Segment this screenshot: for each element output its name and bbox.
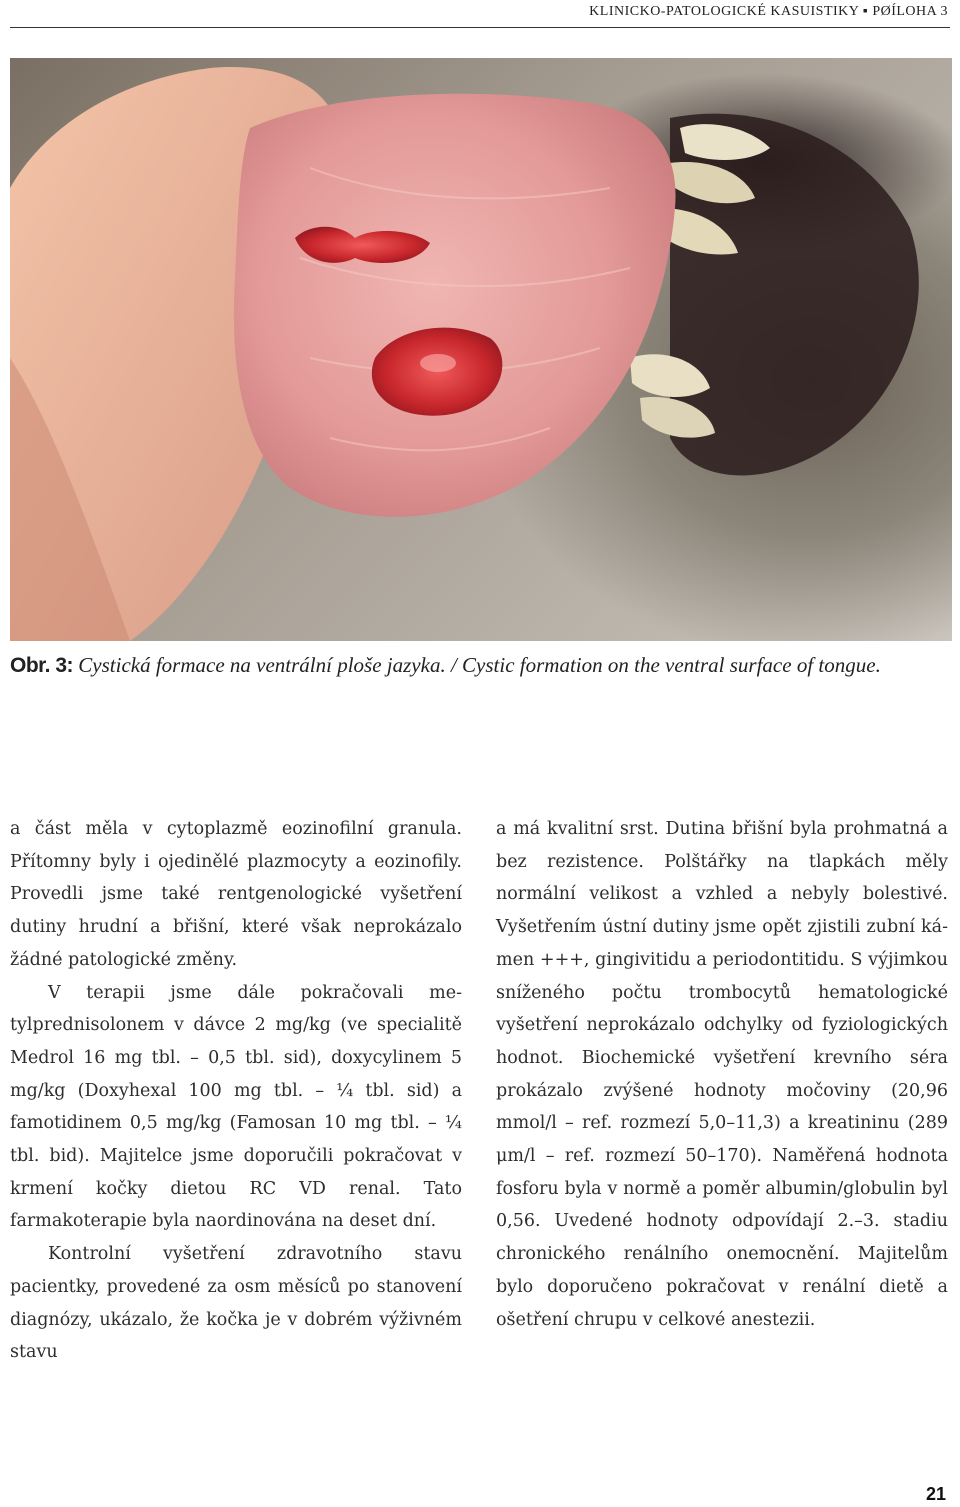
paragraph: V terapii jsme dále pokračovali metylprednisolonem v dávce 2 mg/kg (ve specialitě Medrol 16 mg tbl. – 0,5 tbl. sid), doxycylinem 5 mg/kg (Doxyhexal 100 mg tbl. – ¼ tbl. sid) a famotidinem 0,5 mg/kg (Famosan 10 mg tbl. – ¼ tbl. bid). Majitelce jsme doporučili pokračovat v krmení kočky dietou RC VD renal. Tato farmakoterapie byla naordinována na deset dní. [10, 982, 462, 1232]
figure-caption [10, 651, 952, 680]
paragraph: a část měla v cytoplazmě eozinofilní granula. Přítomny byly i ojedinělé plazmocyty a eozinofily. Provedli jsme také rentgenologické vyšetření dutiny hrudní a břišní, které však neprokázalo žádné patologické změny. [10, 819, 462, 970]
tongue [234, 94, 676, 517]
tongue-photo-illustration [10, 58, 952, 641]
figure-photo [10, 58, 952, 641]
page-number: 21 [925, 1484, 946, 1504]
lesion-highlight [420, 354, 456, 372]
body-column-left [10, 813, 462, 1369]
body-column-right [496, 813, 948, 1336]
header-divider [10, 27, 950, 28]
figure-caption-text: Cystická formace na ventrální ploše jazyka. / Cystic formation on the ventral surface of tongue. [78, 653, 881, 677]
paragraph: Kontrolní vyšetření zdravotního stavu pacientky, provedené za osm měsíců po stanovení diagnózy, ukázalo, že kočka je v dobrém výživném stavu [10, 1244, 462, 1363]
running-head-title: KLINICKO-PATOLOGICKÉ KASUISTIKY ▪ PØÍLOHA 3 [589, 4, 948, 19]
paragraph: a má kvalitní srst. Dutina břišní byla prohmatná a bez rezistence. Polštářky na tlapkách měly normální velikost a vzhled a nebyly bolestivé. Vyšetřením ústní dutiny jsme opět zjistili zubní kámen +++, gingivitidu a periodontitidu. S výjimkou sníženého počtu trombocytů hematologické vyšetření neprokázalo odchylky od fyziologických hodnot. Biochemické vyšetření krevního séra prokázalo zvýšené hodnoty močoviny (20,96 mmol/l – ref. rozmezí 5,0–11,3) a kreatininu (289 μm/l – ref. rozmezí 50–170). Naměřená hodnota fosforu byla v normě a poměr albumin/globulin byl 0,56. Uvedené hodnoty odpovídají 2.–3. stadiu chronického renálního onemocnění. Majitelům bylo doporučeno pokračovat v renální dietě a ošetření chrupu v celkové anestezii. [496, 819, 948, 1330]
figure-label: Obr. 3: [10, 654, 74, 677]
